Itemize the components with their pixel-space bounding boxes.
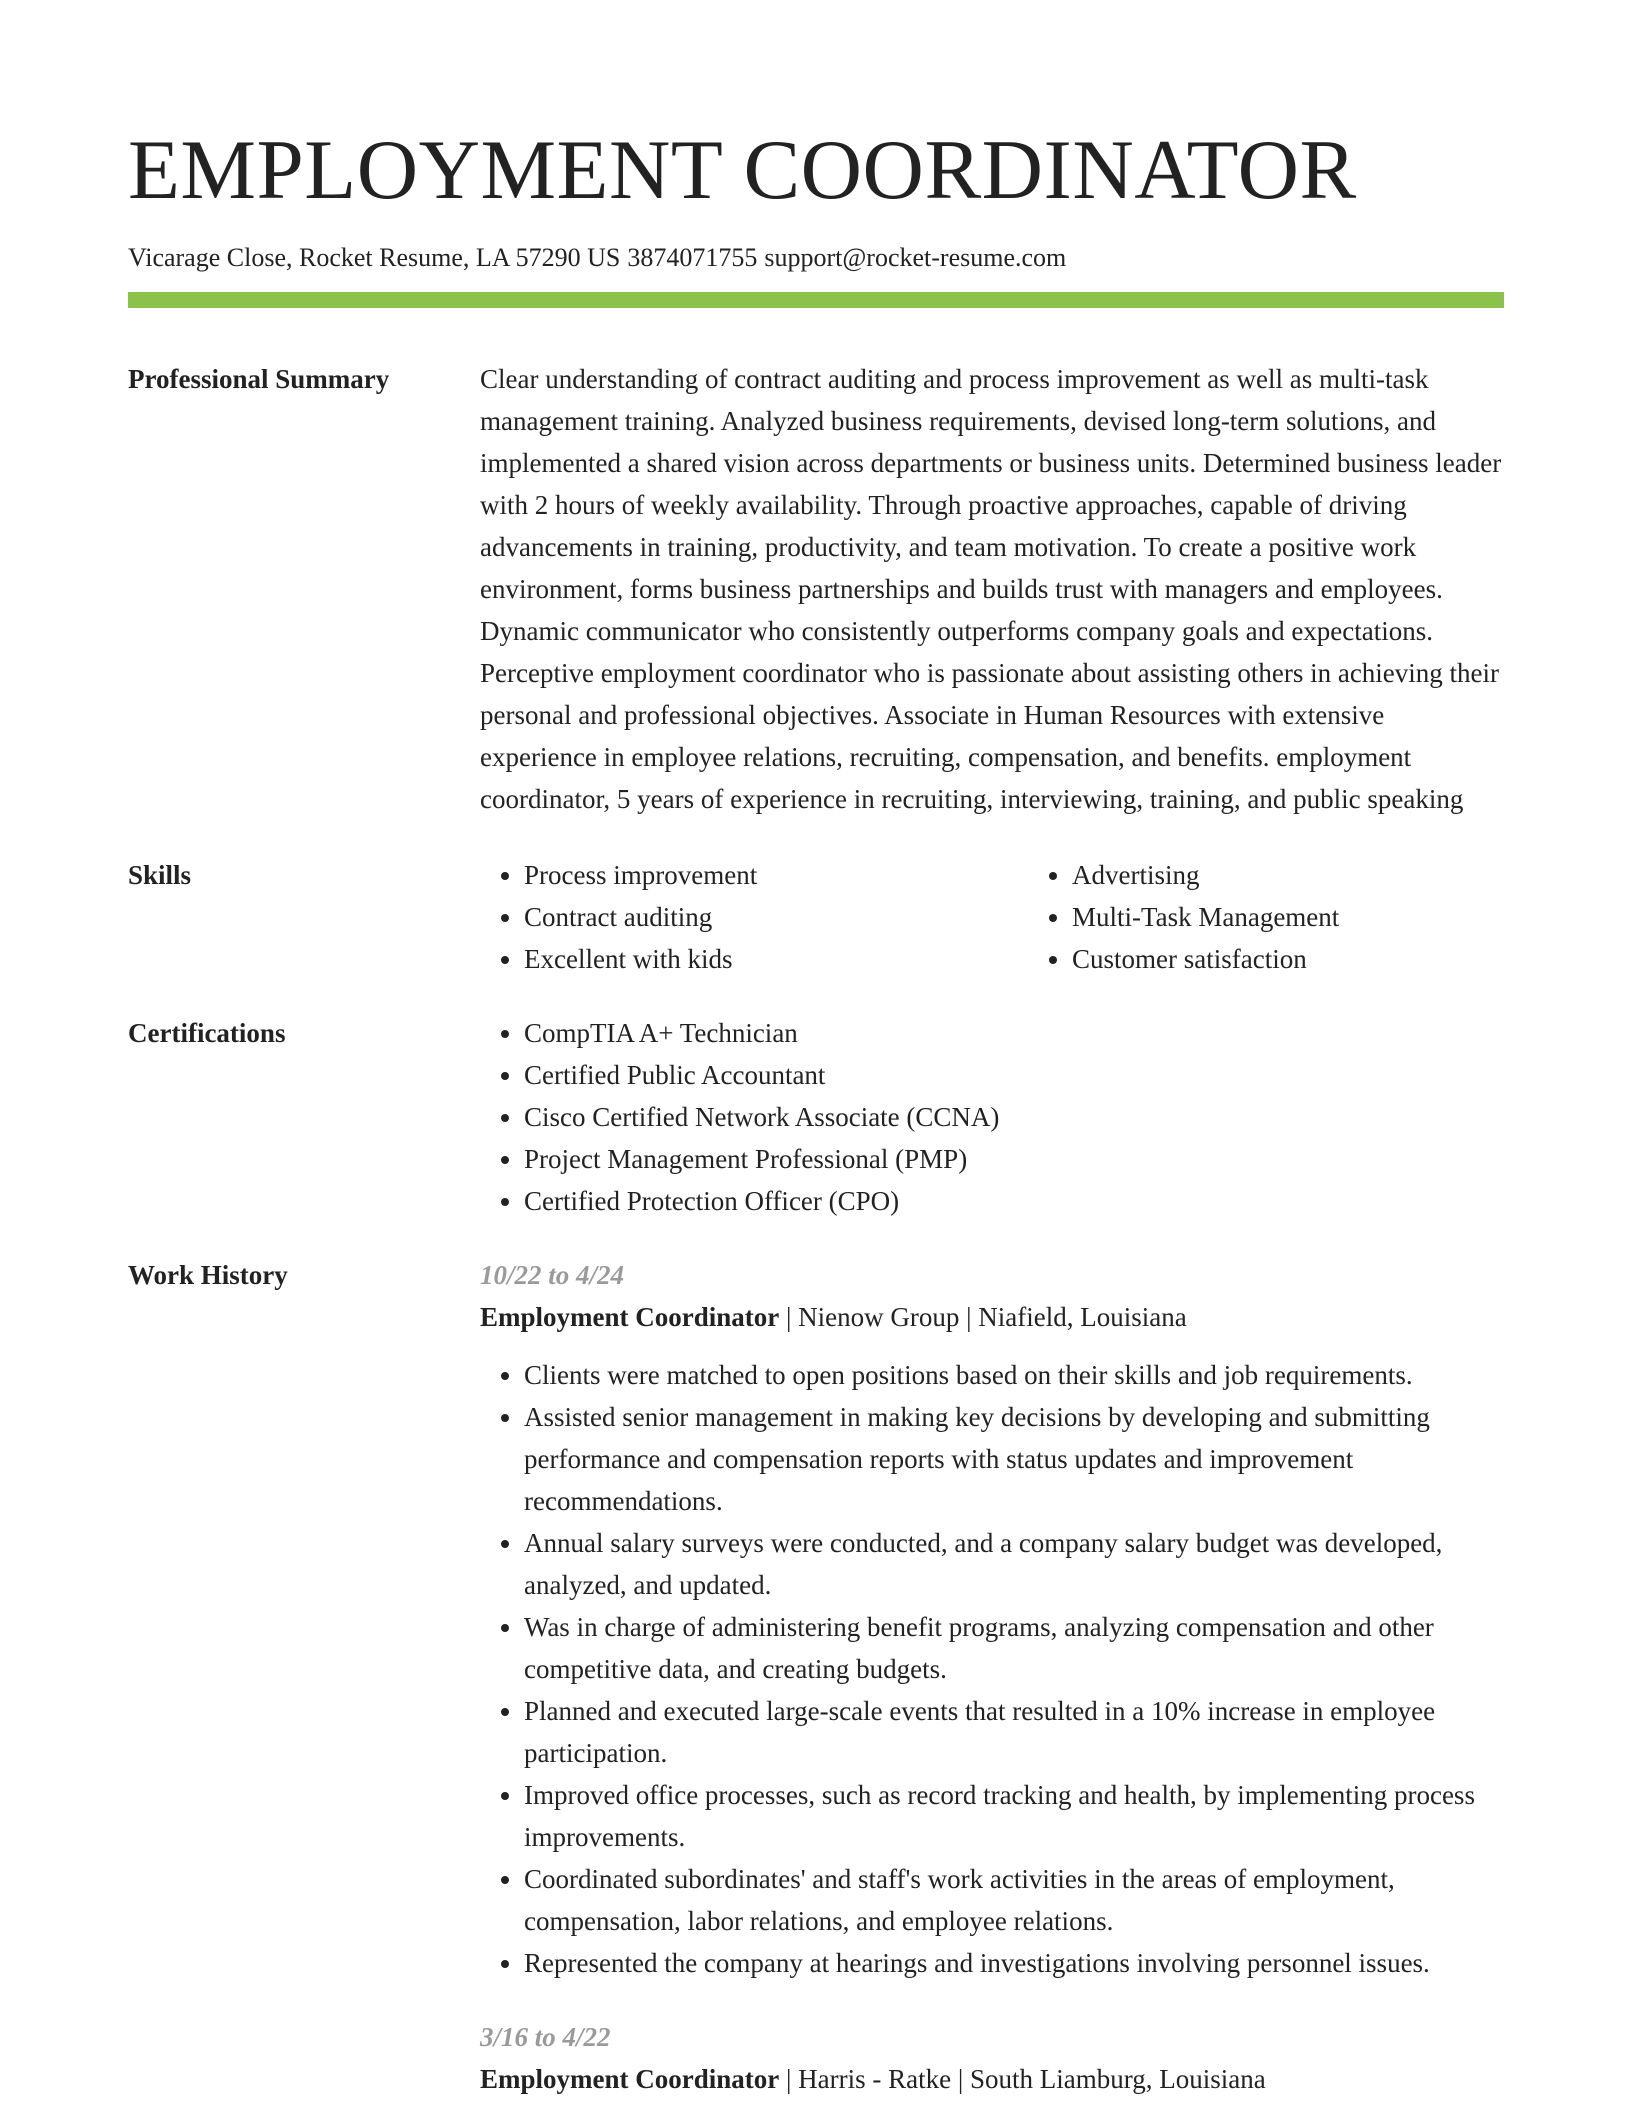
job-location: Niafield, Louisiana [978, 1302, 1187, 1332]
job-bullet: • Was in charge of administering benefit programs, analyzing compensation and other competitive data, and creating budgets. [524, 1606, 1504, 1690]
job-bullet: • Assisted senior management in making key decisions by developing and submitting performance and compensation reports with status updates and improvement recommendations. [524, 1396, 1504, 1522]
certification-item: • Certified Public Accountant [524, 1054, 1504, 1096]
job-heading: Employment Coordinator | Nienow Group | Niafield, Louisiana [480, 1302, 1187, 1332]
section-title-certifications: Certifications [128, 1018, 286, 1048]
skills-grid [480, 854, 1576, 980]
work-history-section [128, 1254, 1504, 2100]
certification-item: • Cisco Certified Network Associate (CCNA) [524, 1096, 1504, 1138]
skills-column-2 [1028, 854, 1576, 980]
contact-line [128, 241, 1504, 275]
contact-email[interactable]: support@rocket-resume.com [764, 243, 1067, 272]
job-dates: 3/16 to 4/22 [480, 2022, 611, 2052]
job-title: Employment Coordinator [480, 2064, 780, 2094]
job-bullet: • Coordinated subordinates' and staff's work activities in the areas of employment, compensation, labor relations, and employee relations. [524, 1858, 1504, 1942]
skills-column-1 [480, 854, 1028, 980]
summary-body [480, 358, 1504, 820]
skill-item: • Customer satisfaction [1072, 938, 1576, 980]
certifications-list [480, 1012, 1504, 1222]
certification-item: • Certified Protection Officer (CPO) [524, 1180, 1504, 1222]
job-entry [480, 1254, 1504, 1984]
job-bullet: • Represented the company at hearings and investigations involving personnel issues. [524, 1942, 1504, 1984]
job-bullet: • Annual salary surveys were conducted, and a company salary budget was developed, analyzed, and updated. [524, 1522, 1504, 1606]
job-bullets [480, 1354, 1504, 1984]
resume-name: EMPLOYMENT COORDINATOR [128, 123, 1357, 217]
contact-address: Vicarage Close, Rocket Resume, LA 57290 US [128, 243, 621, 272]
certification-item: • CompTIA A+ Technician [524, 1012, 1504, 1054]
skill-item: • Process improvement [524, 854, 1028, 896]
section-title-skills: Skills [128, 860, 192, 890]
job-company: Nienow Group [798, 1302, 960, 1332]
section-title-work-history: Work History [128, 1260, 288, 1290]
job-dates: 10/22 to 4/24 [480, 1260, 625, 1290]
job-company: Harris - Ratke [798, 2064, 952, 2094]
contact-phone: 3874071755 [627, 243, 758, 272]
summary-section [128, 358, 1504, 820]
skill-item: • Advertising [1072, 854, 1576, 896]
accent-divider [128, 292, 1504, 308]
certification-item: • Project Management Professional (PMP) [524, 1138, 1504, 1180]
job-entry [480, 2016, 1504, 2100]
certifications-body [480, 1012, 1504, 1222]
section-title-summary: Professional Summary [128, 364, 390, 394]
job-heading: Employment Coordinator | Harris - Ratke | South Liamburg, Louisiana [480, 2064, 1266, 2094]
work-history-body [480, 1254, 1504, 2100]
job-location: South Liamburg, Louisiana [970, 2064, 1266, 2094]
resume-page [128, 0, 1504, 2100]
skills-section [128, 854, 1504, 980]
job-bullet: • Clients were matched to open positions based on their skills and job requirements. [524, 1354, 1504, 1396]
job-bullet: • Improved office processes, such as record tracking and health, by implementing process improvements. [524, 1774, 1504, 1858]
certifications-section [128, 1012, 1504, 1222]
skill-item: • Contract auditing [524, 896, 1028, 938]
summary-text: Clear understanding of contract auditing and process improvement as well as multi-task management training. Analyzed business requirements, devised long-term solutions, and implemented a shared vision across departments or business units. Determined business leader with 2 hours of weekly availability. Through proactive approaches, capable of driving advancements in training, productivity, and team motivation. To create a positive work environment, forms business partnerships and builds trust with managers and employees. Dynamic communicator who consistently outperforms company goals and expectations. Perceptive employment coordinator who is passionate about assisting others in achieving their personal and professional objectives. Associate in Human Resources with extensive experience in employee relations, recruiting, compensation, and benefits. employment coordinator, 5 years of experience in recruiting, interviewing, training, and public speaking [480, 364, 1502, 814]
job-bullet: • Planned and executed large-scale events that resulted in a 10% increase in employee participation. [524, 1690, 1504, 1774]
job-title: Employment Coordinator [480, 1302, 780, 1332]
skills-body [480, 854, 1576, 980]
skill-item: • Excellent with kids [524, 938, 1028, 980]
skill-item: • Multi-Task Management [1072, 896, 1576, 938]
